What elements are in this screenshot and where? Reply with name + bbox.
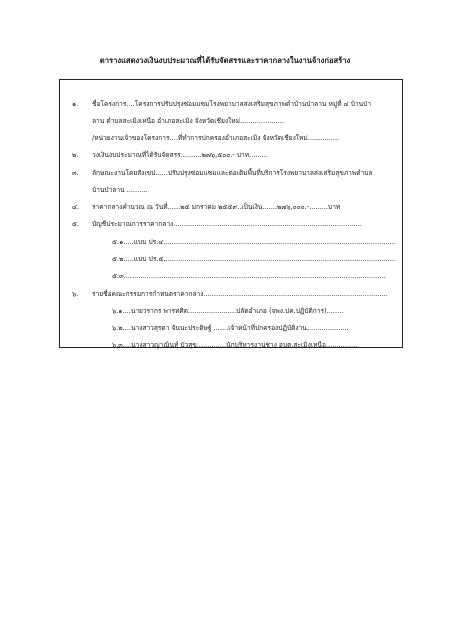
item-3-line-2: บ้านป่าลาน .......... xyxy=(92,186,148,194)
item-5-line-1: บัญชีประมาณการราคากลาง.......................................................................................... xyxy=(92,220,362,228)
item-5-3-line: ๕.๓............................................................................................................................. xyxy=(112,272,386,280)
item-6-number: ๖. xyxy=(72,290,79,298)
item-3-line-1: ลักษณะงานโดยสังเขป......ปรับปรุงซ่อมแซมและต่อเติมพื้นที่บริการโรงพยาบาลส่งเสริมสุขภาพตำบล xyxy=(92,169,373,177)
item-6-1-line: ๖.๑....นายวรากร พารทศิต.......................ปลัดอำเภอ (จพง.ปค.ปฏิบัติการ)........ xyxy=(112,307,344,315)
item-2-number: ๒. xyxy=(72,151,79,159)
item-6-3-line: ๖.๓....นางสาวญาณินท์ บัวสุข..............นักบริหารงานช่าง อบต.สะเมิงเหนือ............... xyxy=(112,341,358,349)
item-3-number: ๓. xyxy=(72,169,79,177)
item-4-number: ๔. xyxy=(72,203,80,211)
item-5-2-line: ๕.๒.....แบบ ปร.๕............................................................................................................... xyxy=(112,255,397,263)
item-5-number: ๕. xyxy=(72,220,80,228)
item-1-line-1: ชื่อโครงการ....โครงการปรับปรุงซ่อมแซมโรงพยาบาลส่งเสริมสุขภาพตำบ้านป่าลาน หมู่ที่ ๔ บ้านป่า xyxy=(92,100,372,108)
item-1-line-3: /หน่วยงานเจ้าของโครงการ....ที่ทำการปกครองอำเภอสะเมิง จังหวัดเชียงใหม่............... xyxy=(92,134,340,142)
item-4-line-1: ราคากลางคำนวณ ณ วันที่......๒๕ มกราคม ๒๕๕๙..เป็นเงิน.......๒๗๖,๐๐๐.-.........บาท xyxy=(92,203,341,211)
form-frame xyxy=(59,79,403,348)
item-5-1-line: ๕.๑.....แบบ ปร.๔............................................................................................................... xyxy=(112,238,396,246)
item-2-line-1: วงเงินงบประมาณที่ได้รับจัดสรร..........๒๗๖,๕๐๐.- บาท......... xyxy=(92,151,268,159)
item-6-line-1: รายชื่อคณะกรรมการกำหนดราคากลาง........................................................................................ xyxy=(92,290,388,298)
item-6-2-line: ๖.๒....นางสาวสุรดา จันนะประดิษฐ์ .......เจ้าหน้าที่ปกครองปฏิบัติงาน.................... xyxy=(112,324,349,332)
page-title: ตารางแสดงวงเงินงบประมาณที่ได้รับจัดสรรและราคากลางในงานจ้างก่อสร้าง xyxy=(99,56,351,65)
item-1-number: ๑. xyxy=(72,100,79,108)
item-1-line-2: ลาน ตำบลสะเมิงเหนือ อำเภอสะเมิง จังหวัดเชียงใหม่..................... xyxy=(92,117,284,125)
